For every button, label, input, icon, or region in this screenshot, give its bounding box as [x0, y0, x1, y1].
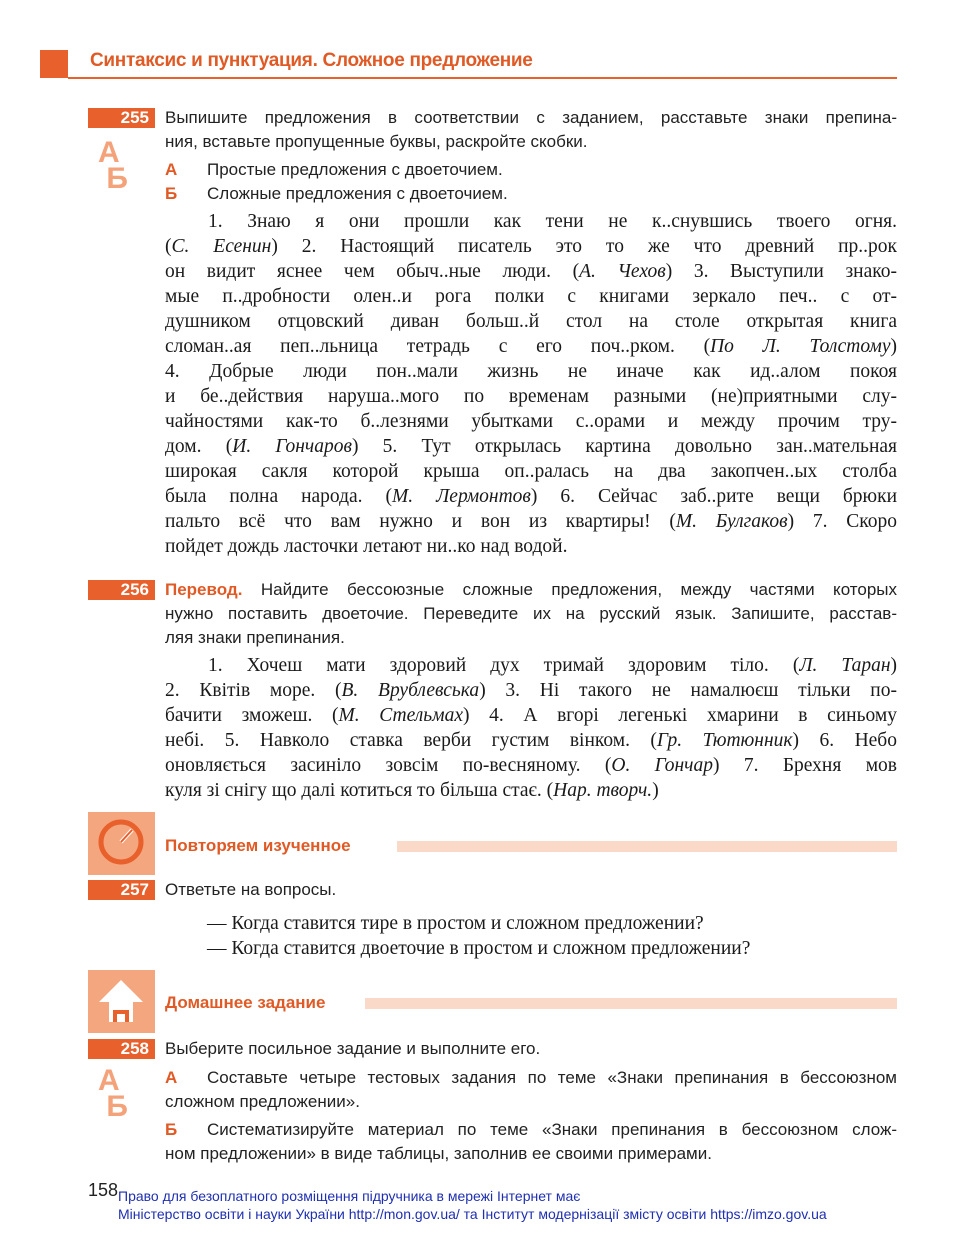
section-title-review: Повторяем изученное: [165, 836, 351, 855]
task-line: ляя знаки препинания.: [165, 628, 345, 647]
page-title: Синтаксис и пунктуация. Сложное предложение: [90, 50, 533, 71]
question: — Когда ставится тире в простом и сложном предложении?: [207, 913, 704, 934]
footer-notice: Право для безоплатного розміщення підручника в мережі Інтернет має: [118, 1188, 581, 1204]
text-line: (С. Есенин) 2. Настоящий писатель это то же что древний пр..рок: [165, 236, 897, 257]
footer-notice: Міністерство освіти і науки України http://mon.gov.ua/ та Інститут модернізації змісту освіти https://imzo.gov.ua: [118, 1206, 827, 1222]
task-line: Ответьте на вопросы.: [165, 880, 337, 899]
option-label: А: [165, 160, 178, 179]
text-line: пальто всё что вам нужно и вон из квартиры! (М. Булгаков) 7. Скоро: [165, 511, 898, 532]
clock-icon: [88, 812, 155, 875]
option-a: [165, 158, 897, 182]
text-line: 2. Квітів море. (В. Врублевська) 3. Ні такого не намалюєш тільки по-: [165, 680, 897, 701]
option-b-cont: ном предложении» в виде таблицы, заполнив ее своими примерами.: [165, 1144, 712, 1163]
task-line: [165, 578, 897, 602]
text-line: дом. (И. Гончаров) 5. Тут открылась картина довольно зан..мательная: [165, 436, 898, 457]
text-line: 1. Хочеш мати здоровий дух тримай здоровим тіло. (Л. Таран): [208, 655, 897, 676]
option-b: [165, 182, 897, 206]
text-line: небі. 5. Навколо ставка верби густим вінком. (Гр. Тютюнник) 6. Небо: [165, 730, 897, 751]
option-label: А: [165, 1068, 178, 1087]
option-label: Б: [165, 184, 178, 203]
task-line: Выберите посильное задание и выполните его.: [165, 1039, 541, 1058]
task-line: нужно поставить двоеточие. Переведите их на русский язык. Запишите, расстав-: [165, 604, 897, 623]
text-line: он видит яснее чем обыч..ные люди. (А. Чехов) 3. Выступили знако-: [165, 261, 897, 282]
exercise-number-258: 258: [88, 1039, 155, 1059]
text-line: пойдет дождь ласточки летают ни..ко над водой.: [165, 536, 568, 557]
option-label: Б: [165, 1120, 178, 1139]
section-bar: [397, 841, 897, 852]
option-text: Систематизируйте материал по теме «Знаки препинания в бессоюзном слож-: [207, 1120, 897, 1139]
option-a-cont: сложном предложении».: [165, 1092, 360, 1111]
exercise-number-257: 257: [88, 880, 155, 900]
house-icon: [88, 970, 155, 1033]
text-line: куля зі снігу що далі котиться то більша стає. (Нар. творч.): [165, 780, 659, 801]
text-line: и бе..действия наруша..мого по временам разными (не)приятными слу-: [165, 386, 897, 407]
text-line: сломан..ая пеп..льница тетрадь с его поч..рком. (По Л. Толстому): [165, 336, 897, 357]
option-b: [165, 1118, 897, 1142]
text-line: оновляється засиніло зовсім по-весняному. (О. Гончар) 7. Брехня мов: [165, 755, 897, 776]
ab-icon: A Б: [98, 136, 128, 195]
text-line: 1. Знаю я они прошли как тени не к..снувшись твоего огня.: [208, 211, 897, 232]
task-lead: Перевод.: [165, 580, 243, 599]
text-line: бачити зможеш. (М. Стельмах) 4. А вгорі легенькі хмарини в синьому: [165, 705, 897, 726]
page-number: 158: [88, 1180, 119, 1200]
text-line: 4. Добрые люди пон..мали жизнь не иначе как ид..алом покоя: [165, 361, 897, 382]
header-rule: [68, 77, 897, 79]
section-title-homework: Домашнее задание: [165, 993, 326, 1012]
option-text: Простые предложения с двоеточием.: [207, 160, 503, 179]
text-line: мые п..дробности олен..и рога полки с книгами зеркало печ.. с от-: [165, 286, 897, 307]
option-a: [165, 1066, 897, 1090]
text-line: чайностями как-то б..лезнями убытками с..орами и между прочим тру-: [165, 411, 897, 432]
option-text: Составьте четыре тестовых задания по теме «Знаки препинания в бессоюзном: [207, 1068, 897, 1087]
text-line: была полна народа. (М. Лермонтов) 6. Сейчас заб..рите вещи брюки: [165, 486, 897, 507]
task-text: Найдите бессоюзные сложные предложения, между частями которых: [260, 580, 897, 599]
header-marker: [40, 50, 68, 78]
text-line: широкая сакля которой крыша оп..ралась на два закопчен..ых столба: [165, 461, 897, 482]
ab-icon: A Б: [98, 1064, 128, 1123]
section-bar: [365, 998, 897, 1009]
exercise-number-256: 256: [88, 580, 155, 600]
task-line: Выпишите предложения в соответствии с заданием, расставьте знаки препина-: [165, 108, 897, 127]
exercise-number-255: 255: [88, 108, 155, 128]
task-line: ния, вставьте пропущенные буквы, раскройте скобки.: [165, 132, 588, 151]
question: — Когда ставится двоеточие в простом и сложном предложении?: [207, 938, 751, 959]
text-line: душником отцовский диван больш..й стол на столе открытая книга: [165, 311, 897, 332]
option-text: Сложные предложения с двоеточием.: [207, 184, 508, 203]
